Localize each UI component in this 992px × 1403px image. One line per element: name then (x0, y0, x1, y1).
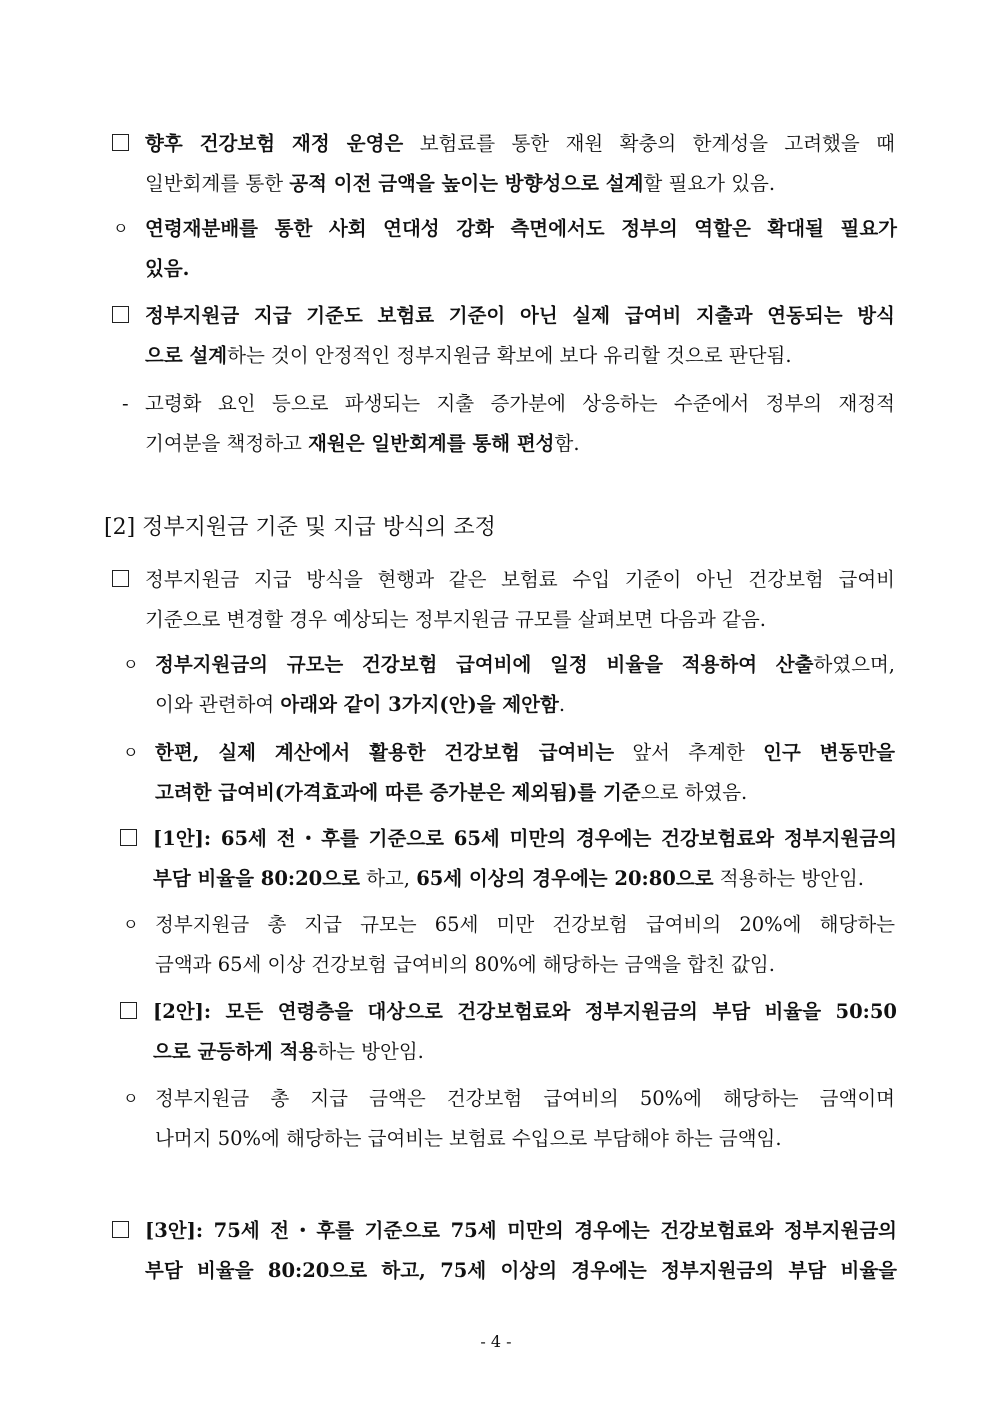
bold-text: 65세 이상의 경우에는 20:80으로 (416, 867, 714, 890)
text-run: . (558, 693, 566, 716)
bold-text: 부담 비율을 80:20으로 (153, 867, 360, 890)
text-line (145, 164, 895, 204)
bold-text: 고려한 급여비(가격효과에 따른 증가분은 제외됨)를 기준 (155, 781, 641, 804)
text-run: 정부지원금 총 지급 금액은 건강보험 급여비의 50%에 해당하는 금액이며 (155, 1087, 895, 1110)
text-run: 함. (554, 432, 580, 455)
bold-text: 재원은 일반회계를 통해 편성 (308, 432, 555, 455)
text-line (153, 992, 897, 1032)
text-line (145, 600, 895, 640)
text-run: 보험료를 통한 재원 확충의 한계성을 고려했을 때 (403, 132, 895, 155)
bold-text: 정부지원금의 규모는 건강보험 급여비에 일정 비율을 적용하여 산출 (155, 653, 814, 676)
paragraph (145, 560, 895, 640)
square-bullet-icon (120, 992, 137, 1032)
paragraph (155, 733, 895, 813)
paragraph (145, 1211, 897, 1291)
text-line (155, 945, 895, 985)
circle-bullet-icon: ㅇ (123, 1089, 139, 1108)
text-run: 앞서 추계한 (614, 741, 764, 764)
text-line (155, 905, 895, 945)
text-line (155, 645, 895, 685)
text-run: 으로 하였음. (640, 781, 748, 804)
circle-bullet-icon: ㅇ (123, 655, 139, 674)
text-line (153, 1032, 897, 1072)
text-run: 기준으로 변경할 경우 예상되는 정부지원금 규모를 살펴보면 다음과 같음. (145, 608, 766, 631)
text-run: 적용하는 방안임. (713, 867, 865, 890)
text-line (145, 124, 895, 164)
square-bullet-icon (112, 1211, 129, 1251)
text-line (145, 249, 897, 289)
bold-text: 부담 비율을 80:20으로 하고, 75세 이상의 경우에는 정부지원금의 부담 비율을 (145, 1259, 897, 1282)
text-line (155, 1119, 895, 1159)
text-run: 나머지 50%에 해당하는 급여비는 보험료 수입으로 부담해야 하는 금액임. (155, 1127, 782, 1150)
text-run: 할 필요가 있음. (643, 172, 776, 195)
text-run: 이와 관련하여 (155, 693, 281, 716)
bold-text: 정부지원금 지급 기준도 보험료 기준이 아닌 실제 급여비 지출과 연동되는 방식 (145, 304, 895, 327)
text-line (155, 773, 895, 813)
bold-text: 인구 변동만을 (763, 741, 896, 764)
paragraph (153, 819, 897, 899)
paragraph (145, 209, 897, 289)
bold-text: 으로 균등하게 적용 (153, 1040, 318, 1063)
bold-text: 공적 이전 금액을 높이는 방향성으로 설계 (289, 172, 644, 195)
text-run: 하고, (359, 867, 417, 890)
text-run: 하는 방안임. (317, 1040, 424, 1063)
bold-text: 있음. (145, 257, 190, 280)
text-line (145, 1211, 897, 1251)
bold-text: [3안]: 75세 전・후를 기준으로 75세 미만의 경우에는 건강보험료와 정부지원금의 (145, 1219, 897, 1242)
dash-bullet-icon: - (122, 392, 129, 415)
square-bullet-icon (112, 560, 129, 600)
paragraph (145, 384, 895, 464)
bold-text: 으로 설계 (145, 344, 228, 367)
paragraph (153, 992, 897, 1072)
section-heading: [2] 정부지원금 기준 및 지급 방식의 조정 (104, 515, 496, 540)
square-bullet-icon (120, 819, 137, 859)
bold-text: [2안]: 모든 연령층을 대상으로 건강보험료와 정부지원금의 부담 비율을 50:50 (153, 1000, 897, 1023)
circle-bullet-icon: ㅇ (123, 743, 139, 762)
square-bullet-icon (112, 124, 129, 164)
text-line (145, 336, 895, 376)
bold-text: 향후 건강보험 재정 운영은 (145, 132, 404, 155)
text-run: 금액과 65세 이상 건강보험 급여비의 80%에 해당하는 금액을 합친 값임. (155, 953, 775, 976)
square-bullet-icon (112, 296, 129, 336)
text-line (155, 685, 895, 725)
text-run: 하였으며, (813, 653, 895, 676)
text-line (145, 296, 895, 336)
bold-text: 아래와 같이 3가지(안)을 제안함 (280, 693, 559, 716)
paragraph (145, 296, 895, 376)
paragraph (145, 124, 895, 204)
bold-text: 연령재분배를 통한 사회 연대성 강화 측면에서도 정부의 역할은 확대될 필요가 (145, 217, 897, 240)
page-number: - 4 - (480, 1332, 512, 1351)
paragraph (155, 1079, 895, 1159)
circle-bullet-icon: ㅇ (123, 915, 139, 934)
circle-bullet-icon: ㅇ (113, 219, 129, 238)
paragraph (155, 645, 895, 725)
text-line (155, 733, 895, 773)
text-line (145, 560, 895, 600)
paragraph (155, 905, 895, 985)
text-line (153, 819, 897, 859)
text-run: 일반회계를 통한 (145, 172, 290, 195)
text-line (155, 1079, 895, 1119)
text-line (145, 1251, 897, 1291)
text-run: 하는 것이 안정적인 정부지원금 확보에 보다 유리할 것으로 판단됨. (227, 344, 792, 367)
text-line (153, 859, 897, 899)
bold-text: [1안]: 65세 전・후를 기준으로 65세 미만의 경우에는 건강보험료와 정부지원금의 (153, 827, 897, 850)
bold-text: 한편, 실제 계산에서 활용한 건강보험 급여비는 (155, 741, 615, 764)
text-line (145, 384, 895, 424)
text-run: 정부지원금 지급 방식을 현행과 같은 보험료 수입 기준이 아닌 건강보험 급여비 (145, 568, 895, 591)
text-run: 정부지원금 총 지급 규모는 65세 미만 건강보험 급여비의 20%에 해당하는 (155, 913, 895, 936)
text-line (145, 424, 895, 464)
text-run: 고령화 요인 등으로 파생되는 지출 증가분에 상응하는 수준에서 정부의 재정적 (145, 392, 895, 415)
text-line (145, 209, 897, 249)
text-run: 기여분을 책정하고 (145, 432, 309, 455)
